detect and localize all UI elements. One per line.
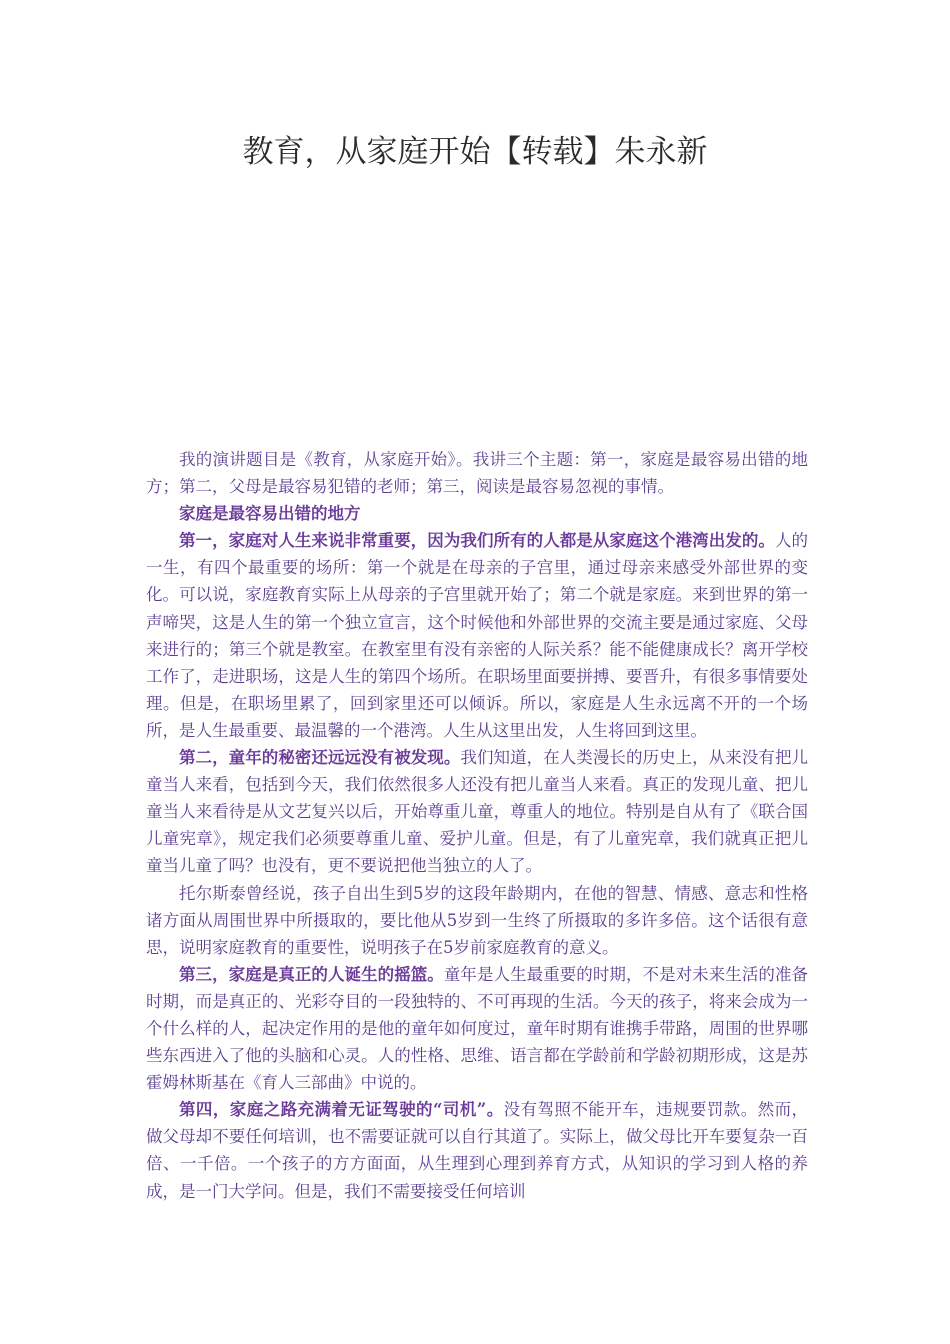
paragraph-point-two	[146, 744, 808, 879]
section-heading	[146, 500, 808, 527]
paragraph-intro	[146, 446, 808, 500]
paragraph-lead: 第二，童年的秘密还远远没有被发现。	[179, 748, 461, 768]
document-body	[146, 446, 808, 1205]
section-heading-text: 家庭是最容易出错的地方	[179, 504, 361, 524]
paragraph-text: 我们知道，在人类漫长的历史上，从来没有把儿童当人来看，包括到今天，我们依然很多人还没有把儿童当人来看。真正的发现儿童、把儿童当人来看待是从文艺复兴以后，开始尊重儿童，尊重人的地位。特别是自从有了《联合国儿童宪章》，规定我们必须要尊重儿童、爱护儿童。但是，有了儿童宪章，我们就真正把儿童当儿童了吗？也没有，更不要说把他当独立的人了。	[146, 748, 809, 876]
paragraph-lead: 第四，家庭之路充满着无证驾驶的“司机”。	[179, 1100, 504, 1120]
paragraph-text: 我的演讲题目是《教育，从家庭开始》。我讲三个主题：第一，家庭是最容易出错的地方；第二，父母是最容易犯错的老师；第三，阅读是最容易忽视的事情。	[146, 450, 808, 497]
paragraph-text: 托尔斯泰曾经说，孩子自出生到5岁的这段年龄期内，在他的智慧、情感、意志和性格诸方面从周围世界中所摄取的，要比他从5岁到一生终了所摄取的多许多倍。这个话很有意思，说明家庭教育的重要性，说明孩子在5岁前家庭教育的意义。	[146, 883, 808, 957]
paragraph-point-four	[146, 1096, 808, 1204]
paragraph-text: 人的一生，有四个最重要的场所：第一个就是在母亲的子宫里，通过母亲来感受外部世界的变化。可以说，家庭教育实际上从母亲的子宫里就开始了；第二个就是家庭。来到世界的第一声啼哭，这是人生的第一个独立宣言，这个时候他和外部世界的交流主要是通过家庭、父母来进行的；第三个就是教室。在教室里有没有亲密的人际关系？能不能健康成长？离开学校工作了，走进职场，这是人生的第四个场所。在职场里面要拼搏、要晋升，有很多事情要处理。但是，在职场里累了，回到家里还可以倾诉。所以，家庭是人生永远离不开的一个场所，是人生最重要、最温馨的一个港湾。人生从这里出发，人生将回到这里。	[146, 531, 809, 740]
paragraph-text: 没有驾照不能开车，违规要罚款。然而，做父母却不要任何培训，也不需要证就可以自行其道了。实际上，做父母比开车要复杂一百倍、一千倍。一个孩子的方方面面，从生理到心理到养育方式，从知识的学习到人格的养成，是一门大学问。但是，我们不需要接受任何培训	[146, 1100, 808, 1201]
page-title: 教育，从家庭开始【转载】朱永新	[242, 134, 708, 170]
paragraph-text: 童年是人生最重要的时期，不是对未来生活的准备时期，而是真正的、光彩夺目的一段独特的、不可再现的生活。今天的孩子，将来会成为一个什么样的人，起决定作用的是他的童年如何度过，童年时期有谁携手带路，周围的世界哪些东西进入了他的头脑和心灵。人的性格、思维、语言都在学龄前和学龄初期形成，这是苏霍姆林斯基在《育人三部曲》中说的。	[146, 964, 809, 1093]
paragraph-point-one	[146, 527, 808, 744]
paragraph-point-three	[146, 961, 808, 1096]
paragraph-tolstoy	[146, 880, 808, 961]
paragraph-lead: 第三，家庭是真正的人诞生的摇篮。	[179, 964, 444, 984]
paragraph-lead: 第一，家庭对人生来说非常重要，因为我们所有的人都是从家庭这个港湾出发的。	[179, 531, 775, 551]
